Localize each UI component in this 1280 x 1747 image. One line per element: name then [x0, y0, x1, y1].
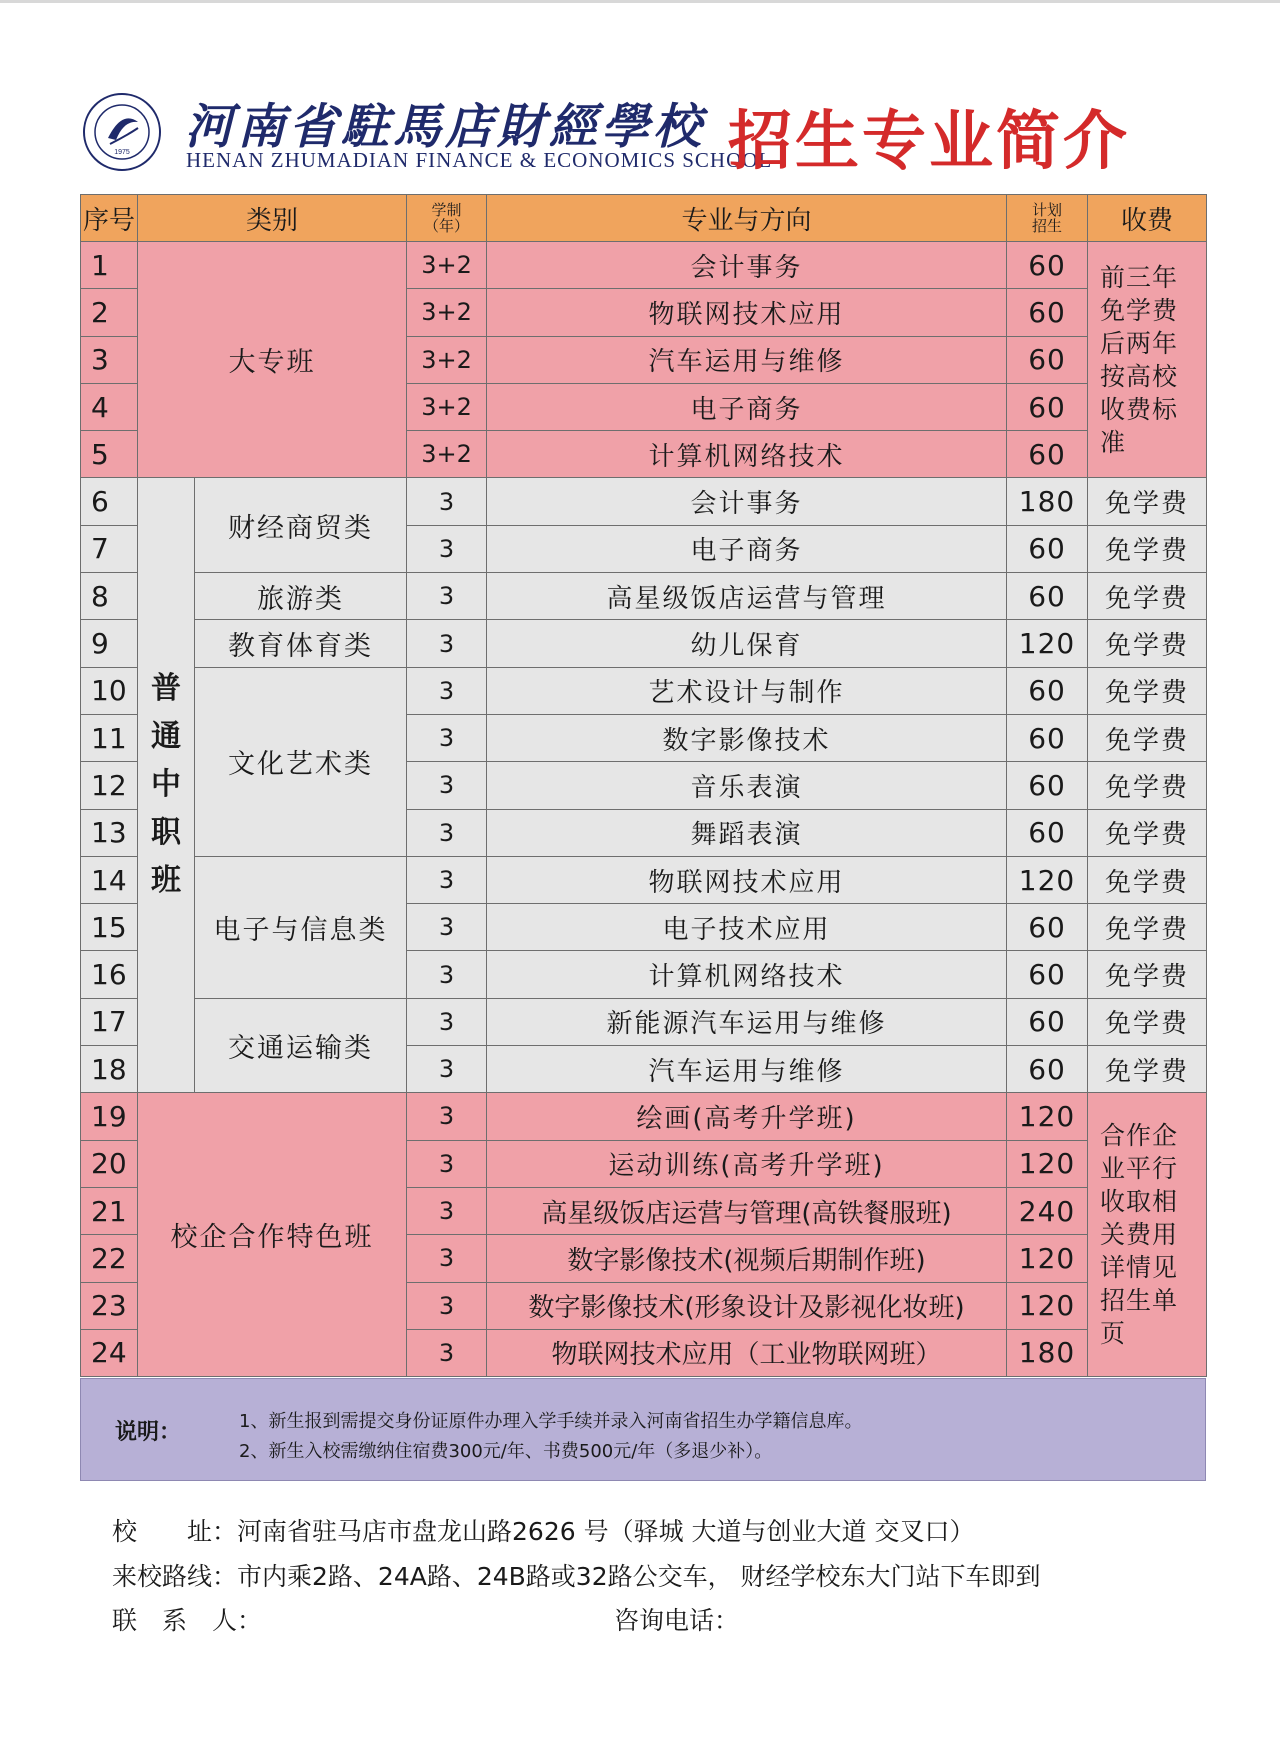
row-major: 高星级饭店运营与管理 — [487, 573, 1007, 620]
col-plan-line1: 计划 — [1032, 201, 1063, 219]
school-logo — [82, 92, 162, 172]
logo-year: 1975 — [114, 149, 130, 156]
row-no: 4 — [81, 383, 138, 430]
fee-line: 免学费 — [1100, 295, 1179, 325]
phone-label: 咨询电话： — [614, 1606, 740, 1635]
fee-line: 准 — [1100, 427, 1127, 457]
row-plan: 240 — [1007, 1187, 1088, 1234]
row-fee: 免学费 — [1088, 809, 1207, 856]
table-row — [81, 667, 1207, 714]
row-years: 3 — [407, 1329, 487, 1376]
table-row — [81, 1093, 1207, 1140]
row-no: 6 — [81, 478, 138, 525]
row-major: 会计事务 — [487, 478, 1007, 525]
row-fee: 免学费 — [1088, 1046, 1207, 1093]
fee-line: 按高校 — [1100, 361, 1179, 391]
row-major: 计算机网络技术 — [487, 431, 1007, 478]
row-years: 3 — [407, 762, 487, 809]
row-major: 绘画(高考升学班) — [487, 1093, 1007, 1140]
row-major: 高星级饭店运营与管理(高铁餐服班) — [487, 1187, 1007, 1234]
row-years: 3 — [407, 998, 487, 1045]
row-major: 运动训练(高考升学班) — [487, 1140, 1007, 1187]
row-years: 3 — [407, 1140, 487, 1187]
category-jiaoyu: 教育体育类 — [195, 620, 407, 667]
table-row — [81, 478, 1207, 525]
route-value: 市内乘2路、24A路、24B路或32路公交车， 财经学校东大门站下车即到 — [237, 1562, 1041, 1591]
row-major: 电子技术应用 — [487, 904, 1007, 951]
col-no: 序号 — [81, 195, 138, 242]
row-major: 数字影像技术(视频后期制作班) — [487, 1235, 1007, 1282]
row-plan: 60 — [1007, 1046, 1088, 1093]
row-fee: 免学费 — [1088, 904, 1207, 951]
notes-label: 说明： — [115, 1420, 182, 1445]
row-major: 艺术设计与制作 — [487, 667, 1007, 714]
address-value: 河南省驻马店市盘龙山路2626 号（驿城 大道与创业大道 交叉口） — [237, 1517, 975, 1546]
fee-line: 收费标 — [1100, 394, 1179, 424]
category-dianzi: 电子与信息类 — [195, 856, 407, 998]
row-plan: 60 — [1007, 809, 1088, 856]
row-no: 21 — [81, 1187, 138, 1234]
row-years: 3+2 — [407, 289, 487, 336]
row-plan: 120 — [1007, 620, 1088, 667]
category-jiaotong: 交通运输类 — [195, 998, 407, 1093]
row-major: 幼儿保育 — [487, 620, 1007, 667]
fee-line: 收取相 — [1100, 1187, 1179, 1217]
contact-line — [112, 1601, 262, 1637]
row-no: 16 — [81, 951, 138, 998]
row-plan: 120 — [1007, 1093, 1088, 1140]
row-no: 24 — [81, 1329, 138, 1376]
row-no: 9 — [81, 620, 138, 667]
row-fee: 免学费 — [1088, 714, 1207, 761]
row-years: 3 — [407, 714, 487, 761]
row-years: 3 — [407, 667, 487, 714]
group-char: 班 — [151, 863, 181, 899]
row-years: 3 — [407, 904, 487, 951]
row-plan: 60 — [1007, 951, 1088, 998]
fee-line: 页 — [1100, 1319, 1127, 1349]
fee-line: 关费用 — [1100, 1220, 1179, 1250]
table-row — [81, 998, 1207, 1045]
row-fee: 免学费 — [1088, 762, 1207, 809]
fee-line: 合作企 — [1100, 1121, 1179, 1151]
row-plan: 60 — [1007, 904, 1088, 951]
row-fee: 免学费 — [1088, 620, 1207, 667]
row-no: 17 — [81, 998, 138, 1045]
row-plan: 60 — [1007, 998, 1088, 1045]
table-row — [81, 242, 1207, 289]
row-years: 3 — [407, 1046, 487, 1093]
row-fee: 免学费 — [1088, 998, 1207, 1045]
row-fee: 免学费 — [1088, 478, 1207, 525]
table-row — [81, 573, 1207, 620]
phone-line — [614, 1601, 739, 1637]
row-no: 8 — [81, 573, 138, 620]
row-no: 22 — [81, 1235, 138, 1282]
row-no: 10 — [81, 667, 138, 714]
fee-line: 前三年 — [1100, 262, 1179, 292]
row-major: 物联网技术应用（工业物联网班） — [487, 1329, 1007, 1376]
top-divider — [0, 0, 1280, 3]
row-years: 3+2 — [407, 383, 487, 430]
row-major: 数字影像技术(形象设计及影视化妆班) — [487, 1282, 1007, 1329]
col-years-line2: （年） — [424, 217, 470, 235]
col-fee: 收费 — [1088, 195, 1207, 242]
row-major: 汽车运用与维修 — [487, 1046, 1007, 1093]
row-plan: 60 — [1007, 525, 1088, 572]
row-fee: 免学费 — [1088, 525, 1207, 572]
row-plan: 60 — [1007, 573, 1088, 620]
col-plan-line2: 招生 — [1032, 217, 1063, 235]
row-years: 3 — [407, 1187, 487, 1234]
row-no: 1 — [81, 242, 138, 289]
row-no: 2 — [81, 289, 138, 336]
note-line-1: 1、新生报到需提交身份证原件办理入学手续并录入河南省招生办学籍信息库。 — [239, 1411, 863, 1432]
contact-label: 联 系 人： — [112, 1606, 263, 1635]
row-major: 数字影像技术 — [487, 714, 1007, 761]
row-no: 23 — [81, 1282, 138, 1329]
table-header-row — [81, 195, 1207, 242]
group-dazhuan: 大专班 — [138, 242, 407, 478]
row-plan: 60 — [1007, 289, 1088, 336]
row-no: 18 — [81, 1046, 138, 1093]
row-fee: 免学费 — [1088, 573, 1207, 620]
row-plan: 120 — [1007, 1235, 1088, 1282]
row-years: 3 — [407, 856, 487, 903]
row-fee: 免学费 — [1088, 856, 1207, 903]
row-plan: 120 — [1007, 1140, 1088, 1187]
notes-box — [80, 1378, 1206, 1481]
school-name-en: HENAN ZHUMADIAN FINANCE & ECONOMICS SCHOOL — [186, 148, 773, 172]
fee-line: 业平行 — [1100, 1154, 1179, 1184]
table-row — [81, 856, 1207, 903]
row-years: 3+2 — [407, 431, 487, 478]
row-years: 3 — [407, 525, 487, 572]
group-xiaoqi: 校企合作特色班 — [138, 1093, 407, 1377]
row-no: 20 — [81, 1140, 138, 1187]
row-plan: 60 — [1007, 714, 1088, 761]
row-major: 新能源汽车运用与维修 — [487, 998, 1007, 1045]
row-years: 3 — [407, 1235, 487, 1282]
category-caijing: 财经商贸类 — [195, 478, 407, 573]
row-major: 会计事务 — [487, 242, 1007, 289]
row-plan: 60 — [1007, 383, 1088, 430]
row-major: 电子商务 — [487, 383, 1007, 430]
category-lvyou: 旅游类 — [195, 573, 407, 620]
row-years: 3 — [407, 620, 487, 667]
row-major: 物联网技术应用 — [487, 856, 1007, 903]
row-no: 5 — [81, 431, 138, 478]
group-char: 普 — [151, 671, 181, 707]
row-no: 3 — [81, 336, 138, 383]
fee-coop — [1088, 1093, 1207, 1377]
row-years: 3 — [407, 1282, 487, 1329]
row-plan: 60 — [1007, 336, 1088, 383]
route-label: 来校路线： — [112, 1562, 238, 1591]
row-major: 物联网技术应用 — [487, 289, 1007, 336]
col-years-line1: 学制 — [431, 201, 462, 219]
row-plan: 60 — [1007, 431, 1088, 478]
category-wenhua: 文化艺术类 — [195, 667, 407, 856]
row-major: 汽车运用与维修 — [487, 336, 1007, 383]
row-plan: 60 — [1007, 242, 1088, 289]
row-plan: 120 — [1007, 1282, 1088, 1329]
row-major: 音乐表演 — [487, 762, 1007, 809]
row-plan: 60 — [1007, 762, 1088, 809]
row-no: 14 — [81, 856, 138, 903]
row-no: 12 — [81, 762, 138, 809]
row-major: 舞蹈表演 — [487, 809, 1007, 856]
fee-dazhuan — [1088, 242, 1207, 478]
row-years: 3+2 — [407, 242, 487, 289]
majors-table — [80, 194, 1206, 1377]
row-years: 3 — [407, 478, 487, 525]
row-fee: 免学费 — [1088, 667, 1207, 714]
row-major: 计算机网络技术 — [487, 951, 1007, 998]
address-line — [112, 1512, 974, 1548]
col-major: 专业与方向 — [487, 195, 1007, 242]
row-plan: 180 — [1007, 478, 1088, 525]
school-name-cn: 河南省駐馬店財經學校 — [185, 99, 706, 155]
col-plan — [1007, 195, 1088, 242]
row-plan: 60 — [1007, 667, 1088, 714]
col-category: 类别 — [138, 195, 407, 242]
fee-line: 后两年 — [1100, 328, 1179, 358]
row-major: 电子商务 — [487, 525, 1007, 572]
group-char: 通 — [151, 719, 181, 755]
row-plan: 120 — [1007, 856, 1088, 903]
row-years: 3 — [407, 1093, 487, 1140]
row-years: 3 — [407, 809, 487, 856]
row-years: 3 — [407, 951, 487, 998]
row-plan: 180 — [1007, 1329, 1088, 1376]
note-line-2: 2、新生入校需缴纳住宿费300元/年、书费500元/年（多退少补）。 — [239, 1441, 773, 1462]
row-no: 15 — [81, 904, 138, 951]
row-no: 19 — [81, 1093, 138, 1140]
fee-line: 招生单 — [1100, 1286, 1179, 1316]
row-no: 11 — [81, 714, 138, 761]
row-no: 13 — [81, 809, 138, 856]
table-row — [81, 620, 1207, 667]
group-char: 中 — [151, 767, 181, 803]
group-char: 职 — [151, 815, 181, 851]
row-fee: 免学费 — [1088, 951, 1207, 998]
address-label: 校 址： — [112, 1517, 238, 1546]
route-line — [112, 1557, 1041, 1593]
row-years: 3+2 — [407, 336, 487, 383]
page-title: 招生专业简介 — [728, 105, 1130, 179]
group-zhongzhi — [138, 478, 195, 1093]
row-no: 7 — [81, 525, 138, 572]
fee-line: 详情见 — [1100, 1253, 1179, 1283]
col-years — [407, 195, 487, 242]
row-years: 3 — [407, 573, 487, 620]
